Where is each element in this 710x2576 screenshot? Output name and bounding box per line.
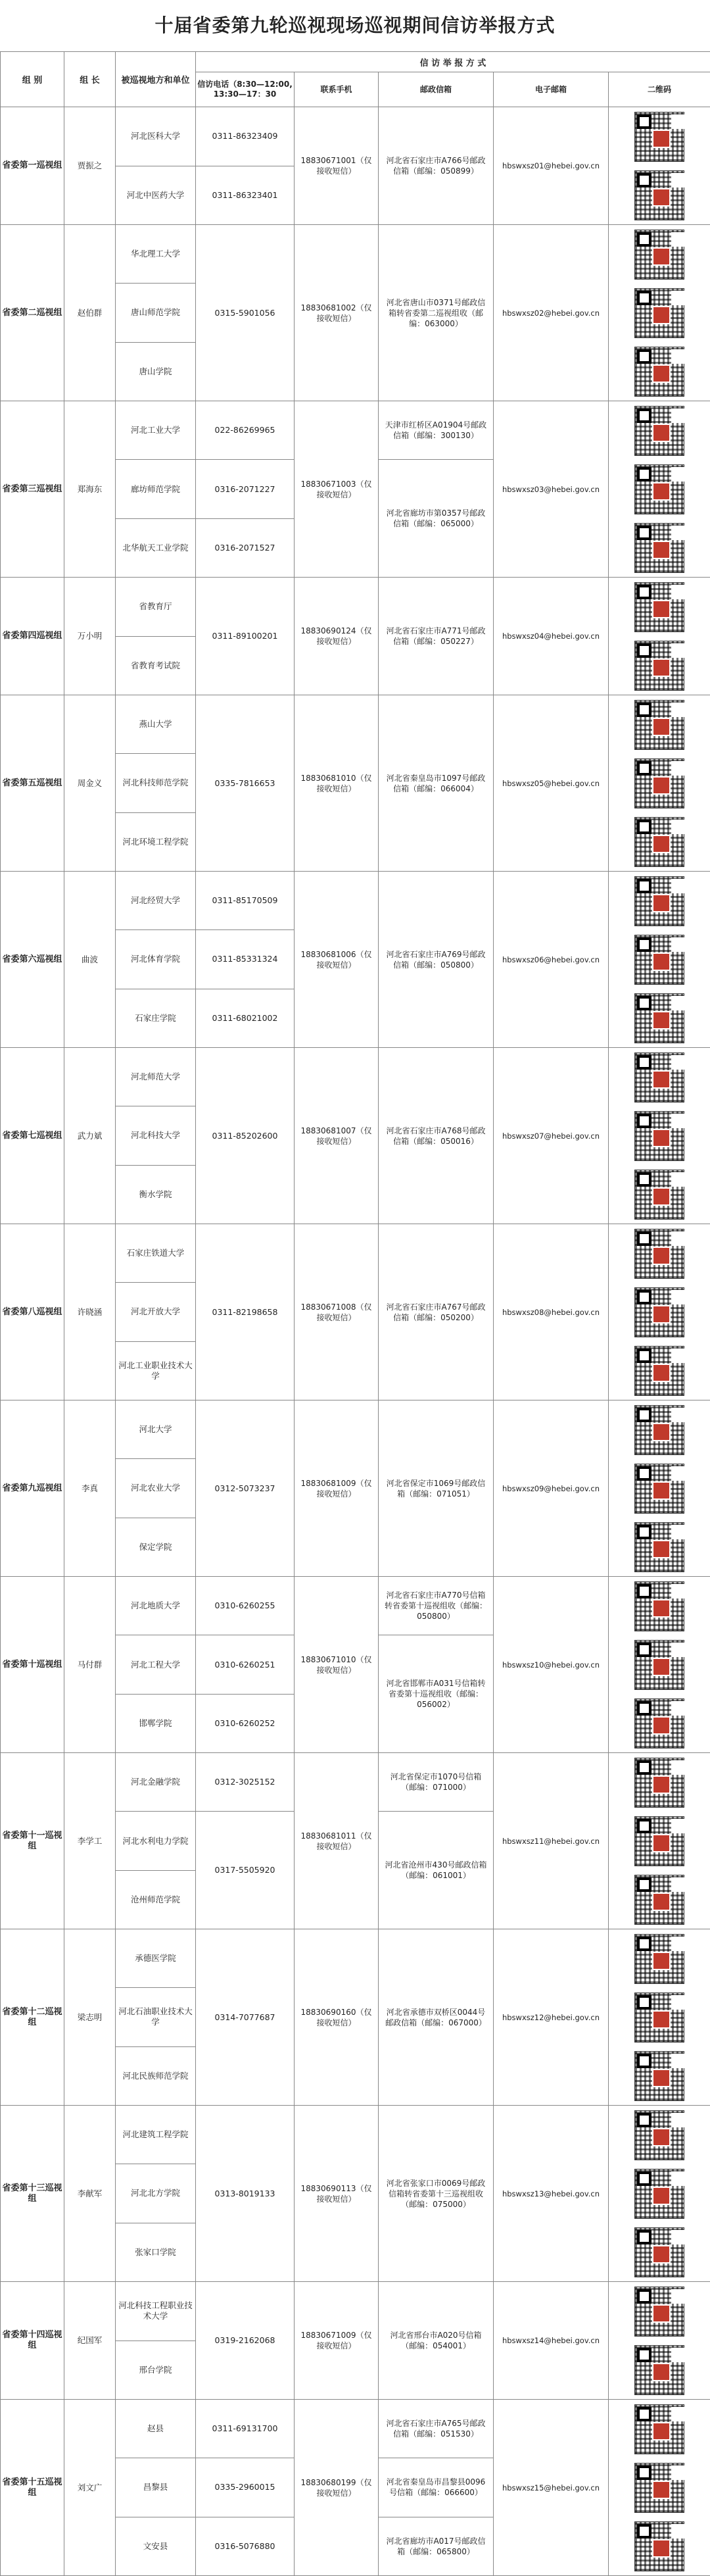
qr-code-icon[interactable] xyxy=(634,876,684,926)
qr-cell xyxy=(609,401,710,578)
unit-name: 赵县 xyxy=(116,2400,196,2458)
qr-stack xyxy=(609,872,710,1047)
qr-code-icon[interactable] xyxy=(634,935,684,985)
phone-number: 0316-5076880 xyxy=(196,2517,295,2575)
phone-number: 0316-2071227 xyxy=(196,460,295,519)
unit-name: 保定学院 xyxy=(116,1518,196,1576)
qr-code-icon[interactable] xyxy=(634,347,684,397)
unit-name: 河北工业大学 xyxy=(116,401,196,460)
mobile-number: 18830681006（仅接收短信） xyxy=(295,872,379,1048)
unit-name: 承德医学院 xyxy=(116,1929,196,1988)
email-address[interactable]: hbswxsz02@hebei.gov.cn xyxy=(494,225,609,401)
qr-code-icon[interactable] xyxy=(634,2287,684,2337)
unit-name: 河北石油职业技术大学 xyxy=(116,1988,196,2046)
mobile-number: 18830680199（仅接收短信） xyxy=(295,2400,379,2576)
qr-slot xyxy=(634,1577,684,1635)
phone-number: 0314-7077687 xyxy=(196,1929,295,2106)
unit-name: 邯郸学院 xyxy=(116,1695,196,1753)
mobile-number: 18830681011（仅接收短信） xyxy=(295,1753,379,1929)
table-row xyxy=(1,1048,710,1106)
table-row xyxy=(1,1753,710,1812)
qr-slot xyxy=(634,1753,684,1812)
unit-name: 河北地质大学 xyxy=(116,1577,196,1635)
postal-box: 河北省保定市1070号信箱（邮编：071000） xyxy=(379,1753,494,1812)
email-address[interactable]: hbswxsz04@hebei.gov.cn xyxy=(494,578,609,695)
unit-name: 省教育厅 xyxy=(116,578,196,637)
phone-number: 0335-7816653 xyxy=(196,695,295,872)
qr-cell xyxy=(609,872,710,1048)
mobile-number: 18830671010（仅接收短信） xyxy=(295,1577,379,1753)
unit-name: 河北水利电力学院 xyxy=(116,1812,196,1871)
email-address[interactable]: hbswxsz09@hebei.gov.cn xyxy=(494,1400,609,1577)
group-name: 省委第九巡视组 xyxy=(1,1400,64,1577)
qr-code-icon[interactable] xyxy=(634,1758,684,1808)
email-address[interactable]: hbswxsz10@hebei.gov.cn xyxy=(494,1577,609,1753)
qr-slot xyxy=(634,1812,684,1870)
group-leader: 曲波 xyxy=(64,872,116,1048)
group-name: 省委第十巡视组 xyxy=(1,1577,64,1753)
qr-cell xyxy=(609,578,710,695)
phone-number: 022-86269965 xyxy=(196,401,295,460)
qr-slot xyxy=(634,1048,684,1106)
qr-cell xyxy=(609,1224,710,1400)
group-leader: 周金义 xyxy=(64,695,116,872)
table-row xyxy=(1,1224,710,1283)
qr-slot xyxy=(634,1694,684,1752)
phone-number: 0317-5505920 xyxy=(196,1812,295,1929)
postal-box: 河北省廊坊市A017号邮政信箱（邮编：065800） xyxy=(379,2517,494,2575)
qr-cell xyxy=(609,695,710,872)
unit-name: 河北农业大学 xyxy=(116,1459,196,1518)
qr-code-icon[interactable] xyxy=(634,1875,684,1925)
qr-stack xyxy=(609,401,710,577)
group-name: 省委第八巡视组 xyxy=(1,1224,64,1400)
qr-code-icon[interactable] xyxy=(634,1993,684,2043)
qr-stack xyxy=(609,2282,710,2399)
table-body xyxy=(1,107,710,2576)
unit-name: 石家庄学院 xyxy=(116,989,196,1047)
phone-number: 0311-85331324 xyxy=(196,930,295,989)
unit-name: 河北工程大学 xyxy=(116,1635,196,1695)
qr-slot xyxy=(634,754,684,812)
group-leader: 万小明 xyxy=(64,578,116,695)
qr-cell xyxy=(609,1929,710,2106)
qr-cell xyxy=(609,225,710,401)
unit-name: 昌黎县 xyxy=(116,2458,196,2517)
qr-code-icon[interactable] xyxy=(634,758,684,808)
phone-number: 0316-2071527 xyxy=(196,519,295,578)
mobile-number: 18830671003（仅接收短信） xyxy=(295,401,379,578)
unit-name: 河北北方学院 xyxy=(116,2164,196,2223)
qr-slot xyxy=(634,2223,684,2281)
postal-box: 河北省唐山市0371号邮政信箱转省委第二巡视组收（邮编：063000） xyxy=(379,225,494,401)
qr-slot xyxy=(634,1224,684,1283)
table-row xyxy=(1,2400,710,2458)
header-postal: 邮政信箱 xyxy=(379,72,494,107)
qr-slot xyxy=(634,166,684,224)
group-name: 省委第十四巡视组 xyxy=(1,2282,64,2400)
qr-slot xyxy=(634,2458,684,2517)
qr-cell xyxy=(609,107,710,225)
unit-name: 唐山学院 xyxy=(116,342,196,401)
qr-slot xyxy=(634,1635,684,1694)
qr-stack xyxy=(609,225,710,401)
qr-code-icon[interactable] xyxy=(634,464,684,514)
qr-code-icon[interactable] xyxy=(634,2521,684,2571)
unit-name: 省教育考试院 xyxy=(116,636,196,695)
qr-code-icon[interactable] xyxy=(634,2463,684,2513)
qr-stack xyxy=(609,1929,710,2105)
qr-slot xyxy=(634,342,684,401)
postal-box: 河北省张家口市0069号邮政信箱转省委第十三巡视组收（邮编：075000） xyxy=(379,2106,494,2282)
phone-number: 0312-5073237 xyxy=(196,1400,295,1577)
email-address[interactable]: hbswxsz11@hebei.gov.cn xyxy=(494,1753,609,1929)
phone-number: 0311-69131700 xyxy=(196,2400,295,2458)
email-address[interactable]: hbswxsz15@hebei.gov.cn xyxy=(494,2400,609,2576)
mobile-number: 18830690160（仅接收短信） xyxy=(295,1929,379,2106)
phone-number: 0311-86323409 xyxy=(196,107,295,166)
qr-code-icon[interactable] xyxy=(634,641,684,691)
unit-name: 邢台学院 xyxy=(116,2341,196,2400)
qr-stack xyxy=(609,1753,710,1929)
postal-box: 河北省秦皇岛市1097号邮政信箱（邮编：066004） xyxy=(379,695,494,872)
unit-name: 唐山师范学院 xyxy=(116,284,196,342)
unit-name: 河北开放大学 xyxy=(116,1283,196,1341)
qr-code-icon[interactable] xyxy=(634,288,684,338)
qr-code-icon[interactable] xyxy=(634,1111,684,1161)
qr-slot xyxy=(634,107,684,166)
phone-number: 0311-82198658 xyxy=(196,1224,295,1400)
qr-cell xyxy=(609,2282,710,2400)
qr-slot xyxy=(634,460,684,518)
group-leader: 梁志明 xyxy=(64,1929,116,2106)
qr-code-icon[interactable] xyxy=(634,1053,684,1102)
qr-slot xyxy=(634,2282,684,2341)
group-name: 省委第十二巡视组 xyxy=(1,1929,64,2106)
qr-slot xyxy=(634,1870,684,1929)
qr-cell xyxy=(609,1577,710,1753)
qr-code-icon[interactable] xyxy=(634,582,684,632)
header-unit: 被巡视地方和单位 xyxy=(116,52,196,107)
header-qr: 二维码 xyxy=(609,72,710,107)
postal-box: 河北省廊坊市第0357号邮政信箱（邮编：065000） xyxy=(379,460,494,578)
qr-slot xyxy=(634,695,684,754)
table-row xyxy=(1,872,710,930)
header-report-methods: 信 访 举 报 方 式 xyxy=(196,52,710,72)
email-address[interactable]: hbswxsz08@hebei.gov.cn xyxy=(494,1224,609,1400)
qr-slot xyxy=(634,578,684,636)
header-mobile: 联系手机 xyxy=(295,72,379,107)
group-leader: 李献军 xyxy=(64,2106,116,2282)
group-leader: 纪国军 xyxy=(64,2282,116,2400)
qr-stack xyxy=(609,1577,710,1752)
qr-code-icon[interactable] xyxy=(634,406,684,456)
qr-cell xyxy=(609,1400,710,1577)
qr-slot xyxy=(634,1988,684,2046)
postal-box: 河北省石家庄市A768号邮政信箱（邮编：050016） xyxy=(379,1048,494,1224)
unit-name: 华北理工大学 xyxy=(116,225,196,284)
mobile-number: 18830671001（仅接收短信） xyxy=(295,107,379,225)
table-row xyxy=(1,2106,710,2164)
group-name: 省委第六巡视组 xyxy=(1,872,64,1048)
qr-code-icon[interactable] xyxy=(634,2404,684,2454)
qr-stack xyxy=(609,107,710,224)
postal-box: 河北省秦皇岛市昌黎县0096号信箱（邮编：066600） xyxy=(379,2458,494,2517)
qr-cell xyxy=(609,1753,710,1929)
group-name: 省委第四巡视组 xyxy=(1,578,64,695)
email-address[interactable]: hbswxsz12@hebei.gov.cn xyxy=(494,1929,609,2106)
group-name: 省委第二巡视组 xyxy=(1,225,64,401)
group-name: 省委第一巡视组 xyxy=(1,107,64,225)
qr-code-icon[interactable] xyxy=(634,1287,684,1337)
qr-slot xyxy=(634,812,684,871)
qr-slot xyxy=(634,284,684,342)
postal-box: 河北省石家庄市A770号信箱转省委第十巡视组收（邮编：050800） xyxy=(379,1577,494,1635)
phone-number: 0311-85202600 xyxy=(196,1048,295,1224)
phone-number: 0319-2162068 xyxy=(196,2282,295,2400)
unit-name: 衡水学院 xyxy=(116,1165,196,1224)
postal-box: 河北省石家庄市A767号邮政信箱（邮编：050200） xyxy=(379,1224,494,1400)
postal-box: 河北省石家庄市A765号邮政信箱（邮编：051530） xyxy=(379,2400,494,2458)
qr-slot xyxy=(634,1283,684,1341)
postal-box: 河北省保定市1069号邮政信箱（邮编：071051） xyxy=(379,1400,494,1577)
qr-code-icon[interactable] xyxy=(634,230,684,280)
unit-name: 河北环境工程学院 xyxy=(116,812,196,871)
qr-slot xyxy=(634,2106,684,2164)
postal-box: 河北省邢台市A020号信箱（邮编：054001） xyxy=(379,2282,494,2400)
unit-name: 石家庄铁道大学 xyxy=(116,1224,196,1283)
qr-code-icon[interactable] xyxy=(634,1816,684,1866)
email-address[interactable]: hbswxsz03@hebei.gov.cn xyxy=(494,401,609,578)
table-row xyxy=(1,1400,710,1459)
postal-box: 河北省邯郸市A031号信箱转省委第十巡视组收（邮编：056002） xyxy=(379,1635,494,1753)
qr-code-icon[interactable] xyxy=(634,112,684,162)
qr-slot xyxy=(634,2164,684,2223)
qr-slot xyxy=(634,518,684,577)
postal-box: 河北省承德市双桥区0044号邮政信箱（邮编：067000） xyxy=(379,1929,494,2106)
unit-name: 河北金融学院 xyxy=(116,1753,196,1812)
group-leader: 郑海东 xyxy=(64,401,116,578)
unit-name: 河北体育学院 xyxy=(116,930,196,989)
qr-slot xyxy=(634,930,684,989)
qr-slot xyxy=(634,636,684,695)
table-row xyxy=(1,107,710,166)
unit-name: 廊坊师范学院 xyxy=(116,460,196,519)
email-address[interactable]: hbswxsz13@hebei.gov.cn xyxy=(494,2106,609,2282)
unit-name: 河北工业职业技术大学 xyxy=(116,1341,196,1400)
group-name: 省委第三巡视组 xyxy=(1,401,64,578)
phone-number: 0313-8019133 xyxy=(196,2106,295,2282)
email-address[interactable]: hbswxsz06@hebei.gov.cn xyxy=(494,872,609,1048)
qr-code-icon[interactable] xyxy=(634,1346,684,1396)
unit-name: 张家口学院 xyxy=(116,2223,196,2281)
group-leader: 李学工 xyxy=(64,1753,116,1929)
mobile-number: 18830681009（仅接收短信） xyxy=(295,1400,379,1577)
unit-name: 河北医科大学 xyxy=(116,107,196,166)
unit-name: 河北大学 xyxy=(116,1400,196,1459)
table-row xyxy=(1,695,710,754)
email-address[interactable]: hbswxsz14@hebei.gov.cn xyxy=(494,2282,609,2400)
qr-code-icon[interactable] xyxy=(634,817,684,867)
header-phone: 信访电话（8:30—12:00, 13:30—17：30 xyxy=(196,72,295,107)
group-name: 省委第五巡视组 xyxy=(1,695,64,872)
email-address[interactable]: hbswxsz07@hebei.gov.cn xyxy=(494,1048,609,1224)
qr-stack xyxy=(609,2400,710,2575)
qr-cell xyxy=(609,1048,710,1224)
qr-stack xyxy=(609,2106,710,2281)
qr-stack xyxy=(609,578,710,695)
unit-name: 河北科技大学 xyxy=(116,1106,196,1165)
qr-slot xyxy=(634,1929,684,1988)
qr-slot xyxy=(634,1165,684,1224)
group-name: 省委第十三巡视组 xyxy=(1,2106,64,2282)
email-address[interactable]: hbswxsz05@hebei.gov.cn xyxy=(494,695,609,872)
mobile-number: 18830690124（仅接收短信） xyxy=(295,578,379,695)
group-leader: 李真 xyxy=(64,1400,116,1577)
mobile-number: 18830671009（仅接收短信） xyxy=(295,2282,379,2400)
qr-code-icon[interactable] xyxy=(634,2345,684,2395)
table-row xyxy=(1,1577,710,1635)
mobile-number: 18830681002（仅接收短信） xyxy=(295,225,379,401)
group-name: 省委第七巡视组 xyxy=(1,1048,64,1224)
qr-code-icon[interactable] xyxy=(634,1464,684,1514)
table-row xyxy=(1,578,710,637)
qr-slot xyxy=(634,2400,684,2458)
phone-number: 0315-5901056 xyxy=(196,225,295,401)
unit-name: 文安县 xyxy=(116,2517,196,2575)
qr-code-icon[interactable] xyxy=(634,1170,684,1220)
table-row xyxy=(1,225,710,284)
group-leader: 刘文广 xyxy=(64,2400,116,2576)
qr-cell xyxy=(609,2400,710,2576)
qr-code-icon[interactable] xyxy=(634,1640,684,1690)
group-name: 省委第十一巡视组 xyxy=(1,1753,64,1929)
unit-name: 河北民族师范学院 xyxy=(116,2046,196,2105)
phone-number: 0310-6260255 xyxy=(196,1577,295,1635)
qr-stack xyxy=(609,695,710,871)
mobile-number: 18830681007（仅接收短信） xyxy=(295,1048,379,1224)
postal-box: 河北省石家庄市A766号邮政信箱（邮编：050899） xyxy=(379,107,494,225)
qr-slot xyxy=(634,225,684,284)
qr-code-icon[interactable] xyxy=(634,1405,684,1455)
qr-cell xyxy=(609,2106,710,2282)
qr-code-icon[interactable] xyxy=(634,1581,684,1631)
group-leader: 赵伯群 xyxy=(64,225,116,401)
qr-slot xyxy=(634,2341,684,2399)
qr-stack xyxy=(609,1048,710,1224)
group-leader: 贾振之 xyxy=(64,107,116,225)
qr-code-icon[interactable] xyxy=(634,1934,684,1984)
qr-code-icon[interactable] xyxy=(634,993,684,1043)
qr-slot xyxy=(634,1400,684,1459)
unit-name: 北华航天工业学院 xyxy=(116,519,196,578)
qr-slot xyxy=(634,2046,684,2105)
table-row xyxy=(1,401,710,460)
qr-code-icon[interactable] xyxy=(634,2227,684,2277)
postal-box: 河北省石家庄市A771号邮政信箱（邮编：050227） xyxy=(379,578,494,695)
qr-code-icon[interactable] xyxy=(634,1698,684,1748)
qr-code-icon[interactable] xyxy=(634,1229,684,1279)
header-leader: 组 长 xyxy=(64,52,116,107)
qr-slot xyxy=(634,1518,684,1576)
unit-name: 河北科技工程职业技术大学 xyxy=(116,2282,196,2341)
phone-number: 0311-85170509 xyxy=(196,872,295,930)
phone-number: 0310-6260252 xyxy=(196,1695,295,1753)
phone-number: 0311-89100201 xyxy=(196,578,295,695)
qr-slot xyxy=(634,989,684,1047)
unit-name: 沧州师范学院 xyxy=(116,1871,196,1929)
unit-name: 河北师范大学 xyxy=(116,1048,196,1106)
phone-number: 0310-6260251 xyxy=(196,1635,295,1695)
group-leader: 武力斌 xyxy=(64,1048,116,1224)
qr-code-icon[interactable] xyxy=(634,2051,684,2101)
qr-code-icon[interactable] xyxy=(634,523,684,573)
unit-name: 河北建筑工程学院 xyxy=(116,2106,196,2164)
report-table xyxy=(0,51,710,2576)
unit-name: 河北经贸大学 xyxy=(116,872,196,930)
qr-code-icon[interactable] xyxy=(634,1522,684,1572)
table-row xyxy=(1,2282,710,2341)
qr-slot xyxy=(634,2517,684,2575)
phone-number: 0311-68021002 xyxy=(196,989,295,1047)
qr-stack xyxy=(609,1400,710,1576)
mobile-number: 18830671008（仅接收短信） xyxy=(295,1224,379,1400)
header-email: 电子邮箱 xyxy=(494,72,609,107)
qr-stack xyxy=(609,1224,710,1400)
header-group: 组 别 xyxy=(1,52,64,107)
group-leader: 许晓涵 xyxy=(64,1224,116,1400)
qr-code-icon[interactable] xyxy=(634,170,684,220)
qr-slot xyxy=(634,1106,684,1165)
page-title: 十届省委第九轮巡视现场巡视期间信访举报方式 xyxy=(0,0,710,51)
phone-number: 0311-86323401 xyxy=(196,166,295,225)
qr-code-icon[interactable] xyxy=(634,700,684,750)
qr-code-icon[interactable] xyxy=(634,2110,684,2160)
qr-slot xyxy=(634,1341,684,1400)
unit-name: 河北中医药大学 xyxy=(116,166,196,225)
unit-name: 燕山大学 xyxy=(116,695,196,754)
qr-code-icon[interactable] xyxy=(634,2169,684,2219)
phone-number: 0312-3025152 xyxy=(196,1753,295,1812)
postal-box: 河北省沧州市430号邮政信箱（邮编：061001） xyxy=(379,1812,494,1929)
email-address[interactable]: hbswxsz01@hebei.gov.cn xyxy=(494,107,609,225)
table-row xyxy=(1,1929,710,1988)
group-leader: 马付群 xyxy=(64,1577,116,1753)
phone-number: 0335-2960015 xyxy=(196,2458,295,2517)
postal-box: 河北省石家庄市A769号邮政信箱（邮编：050800） xyxy=(379,872,494,1048)
mobile-number: 18830681010（仅接收短信） xyxy=(295,695,379,872)
group-name: 省委第十五巡视组 xyxy=(1,2400,64,2576)
postal-box: 天津市红桥区A01904号邮政信箱（邮编：300130） xyxy=(379,401,494,460)
qr-slot xyxy=(634,401,684,460)
mobile-number: 18830690113（仅接收短信） xyxy=(295,2106,379,2282)
qr-slot xyxy=(634,872,684,930)
unit-name: 河北科技师范学院 xyxy=(116,754,196,812)
qr-slot xyxy=(634,1459,684,1518)
